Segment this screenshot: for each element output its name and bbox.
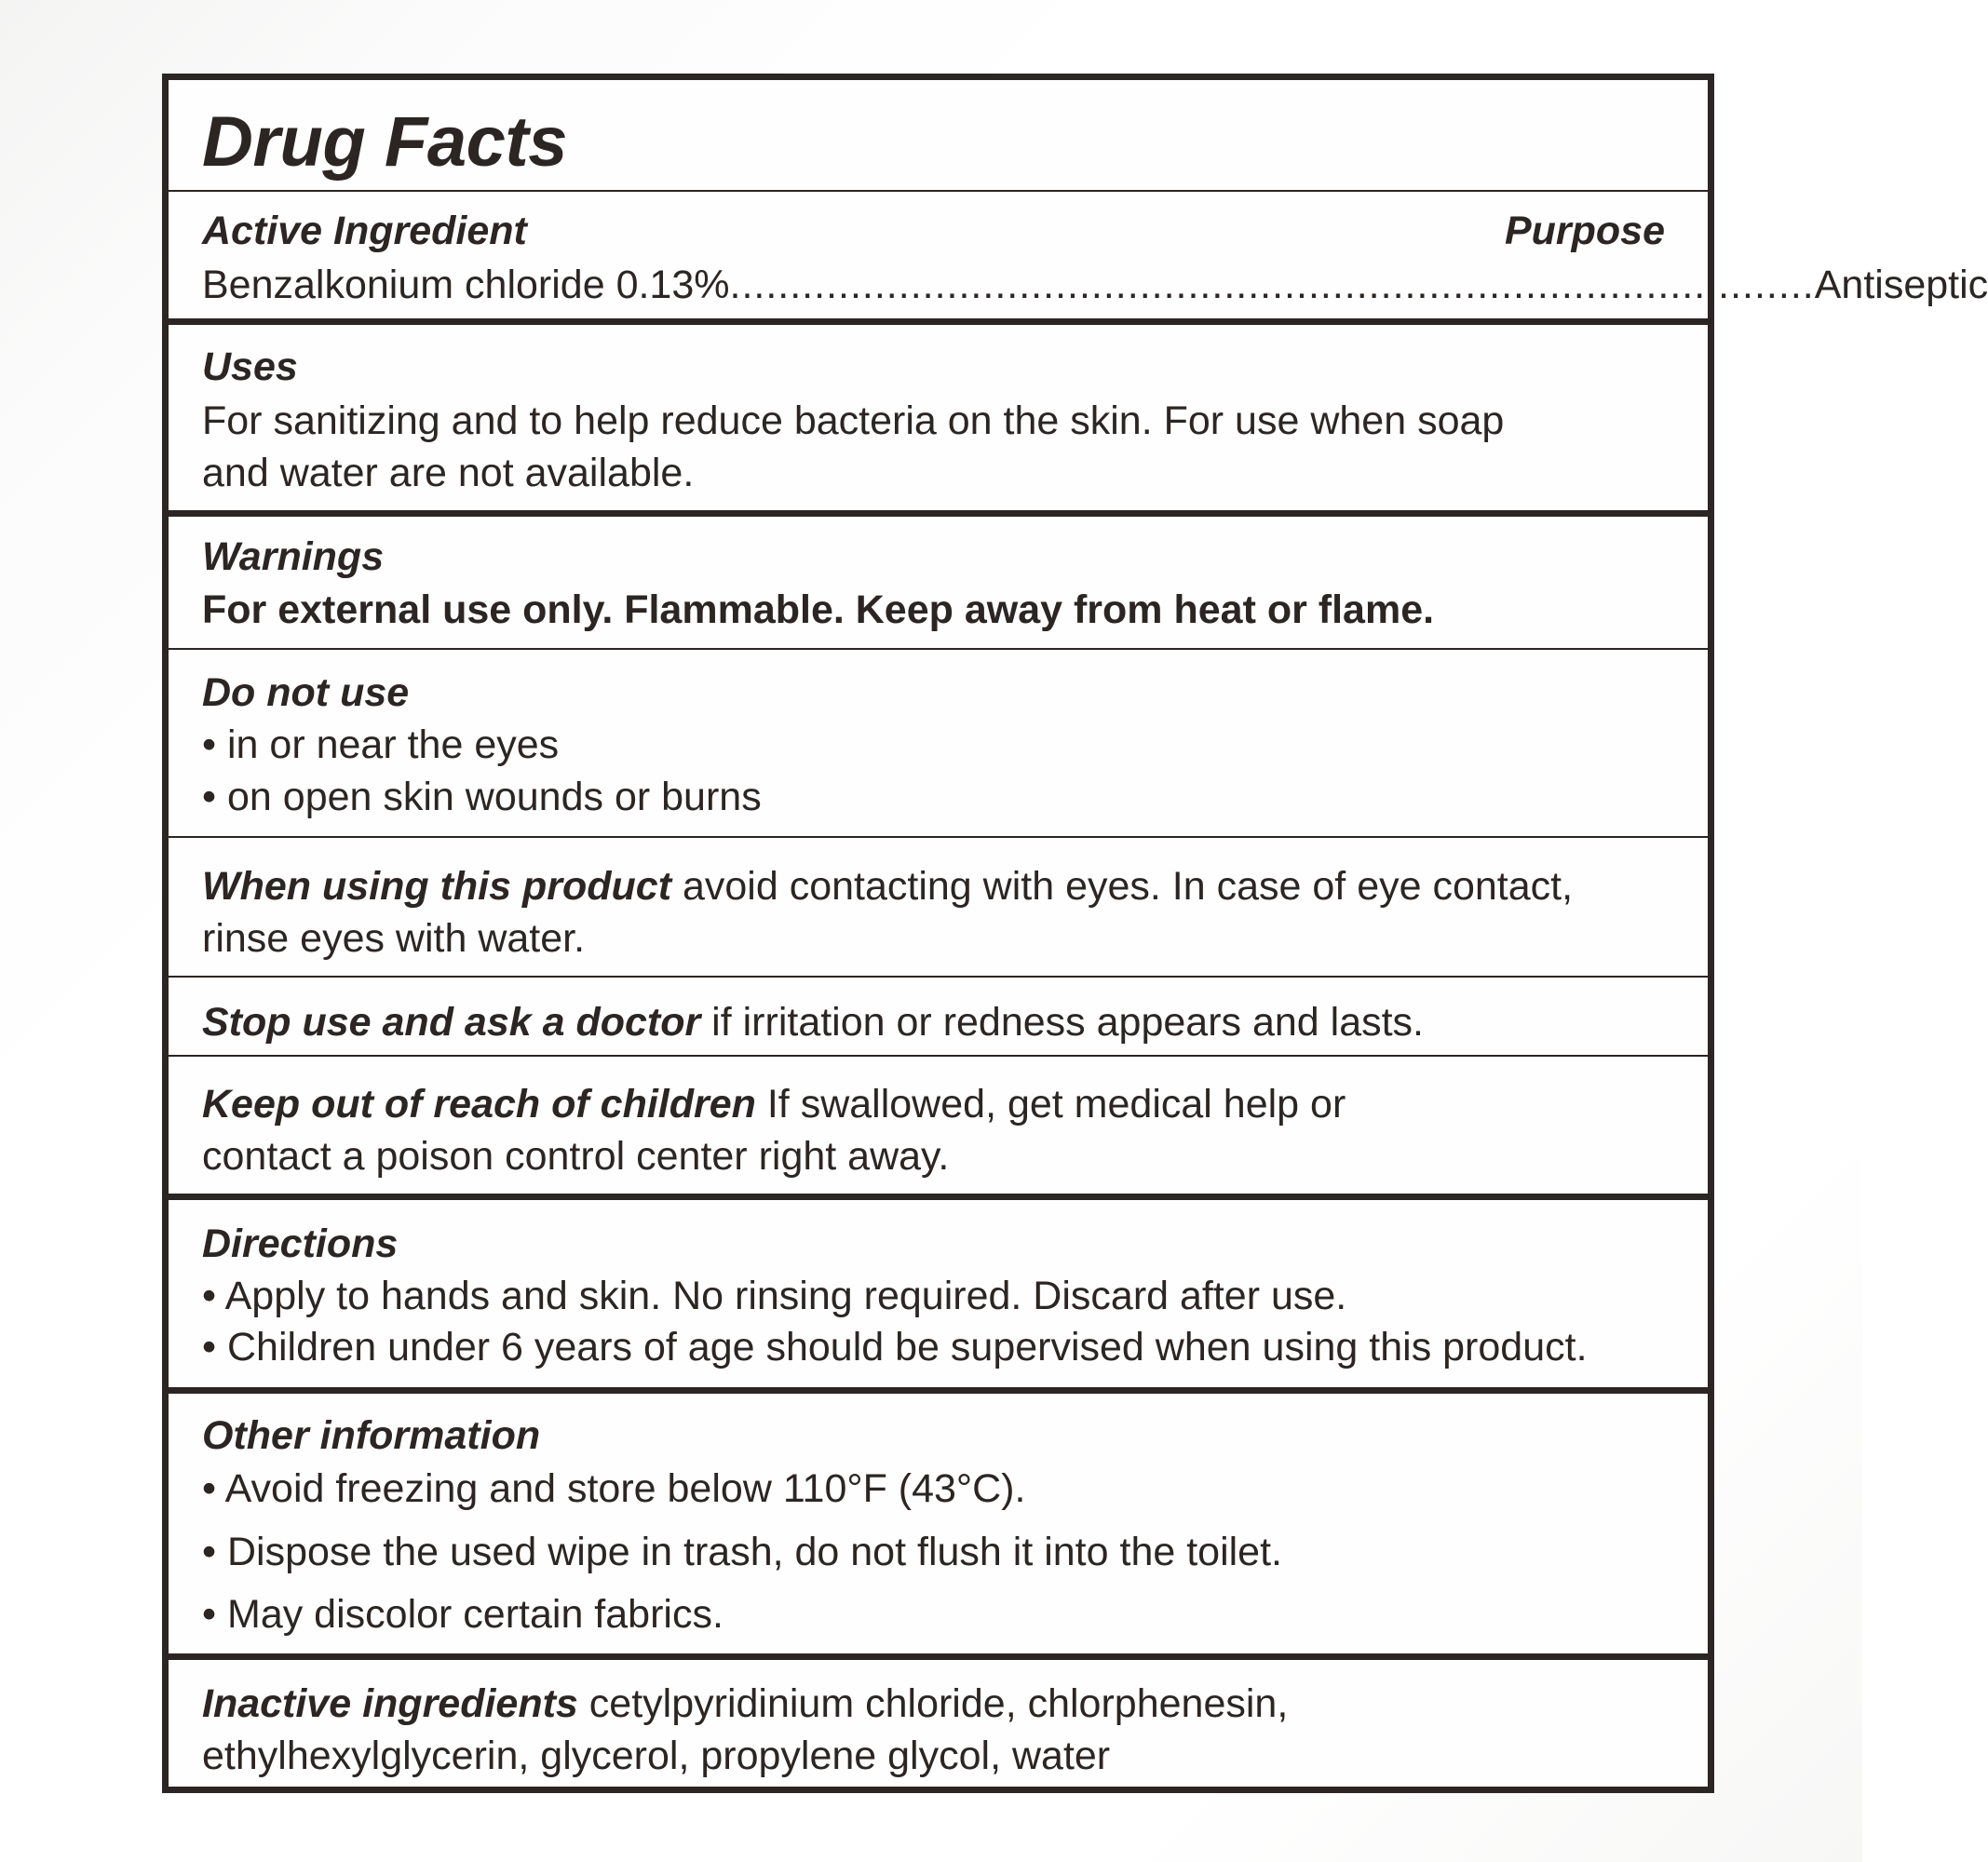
- inactive-line: ethylhexylglycerin, glycerol, propylene glycol, water: [202, 1734, 1111, 1778]
- directions-item: • Children under 6 years of age should be supervised when using this product.: [202, 1325, 1588, 1370]
- divider: [169, 836, 1708, 838]
- keep-out-heading: Keep out of reach of children: [202, 1082, 756, 1127]
- other-information-item: • Avoid freezing and store below 110°F (43°C).: [202, 1466, 1026, 1511]
- drug-facts-title: Drug Facts: [202, 102, 567, 182]
- stop-use-text: if irritation or redness appears and lasts.: [700, 1000, 1425, 1045]
- divider: [169, 510, 1708, 517]
- do-not-use-item: • in or near the eyes: [202, 722, 560, 767]
- other-information-item: • Dispose the used wipe in trash, do not flush it into the toilet.: [202, 1530, 1282, 1574]
- divider: [169, 318, 1708, 325]
- uses-heading: Uses: [202, 344, 298, 389]
- uses-line: For sanitizing and to help reduce bacteria on the skin. For use when soap: [202, 398, 1505, 443]
- active-ingredient-row: [202, 259, 1988, 311]
- stop-use-line: [202, 996, 1424, 1048]
- divider: [169, 1194, 1708, 1200]
- directions-item: • Apply to hands and skin. No rinsing required. Discard after use.: [202, 1274, 1347, 1318]
- dot-leader: ..........................................................................................: [729, 263, 1815, 307]
- divider: [169, 190, 1708, 192]
- drug-facts-panel: [162, 74, 1988, 1793]
- keep-out-line: contact a poison control center right away.: [202, 1134, 950, 1179]
- when-using-text: avoid contacting with eyes. In case of eye contact,: [671, 864, 1574, 909]
- when-using-line: [202, 860, 1573, 912]
- purpose-heading: Purpose: [1504, 209, 1665, 253]
- do-not-use-heading: Do not use: [202, 670, 410, 715]
- divider: [169, 976, 1708, 978]
- ingredient-name: Benzalkonium chloride 0.13%: [202, 263, 730, 307]
- inactive-line: [202, 1678, 1288, 1730]
- when-using-heading: When using this product: [202, 864, 672, 909]
- keep-out-text: If swallowed, get medical help or: [755, 1082, 1346, 1127]
- directions-heading: Directions: [202, 1221, 399, 1266]
- active-ingredient-heading: Active Ingredient: [202, 209, 527, 253]
- other-information-heading: Other information: [202, 1413, 541, 1458]
- uses-line: and water are not available.: [202, 451, 695, 495]
- do-not-use-item: • on open skin wounds or burns: [202, 775, 762, 819]
- other-information-item: • May discolor certain fabrics.: [202, 1592, 724, 1637]
- divider: [169, 1653, 1708, 1660]
- ingredient-purpose: Antiseptic: [1814, 263, 1988, 307]
- keep-out-line: [202, 1078, 1346, 1130]
- when-using-line: rinse eyes with water.: [202, 916, 586, 961]
- divider: [169, 1055, 1708, 1057]
- divider: [169, 648, 1708, 650]
- warnings-heading: Warnings: [202, 534, 385, 579]
- stop-use-heading: Stop use and ask a doctor: [202, 1000, 701, 1045]
- inactive-text: cetylpyridinium chloride, chlorphenesin,: [577, 1681, 1289, 1726]
- divider: [169, 1387, 1708, 1394]
- inactive-heading: Inactive ingredients: [202, 1681, 578, 1726]
- warnings-text: For external use only. Flammable. Keep away from heat or flame.: [202, 587, 1435, 632]
